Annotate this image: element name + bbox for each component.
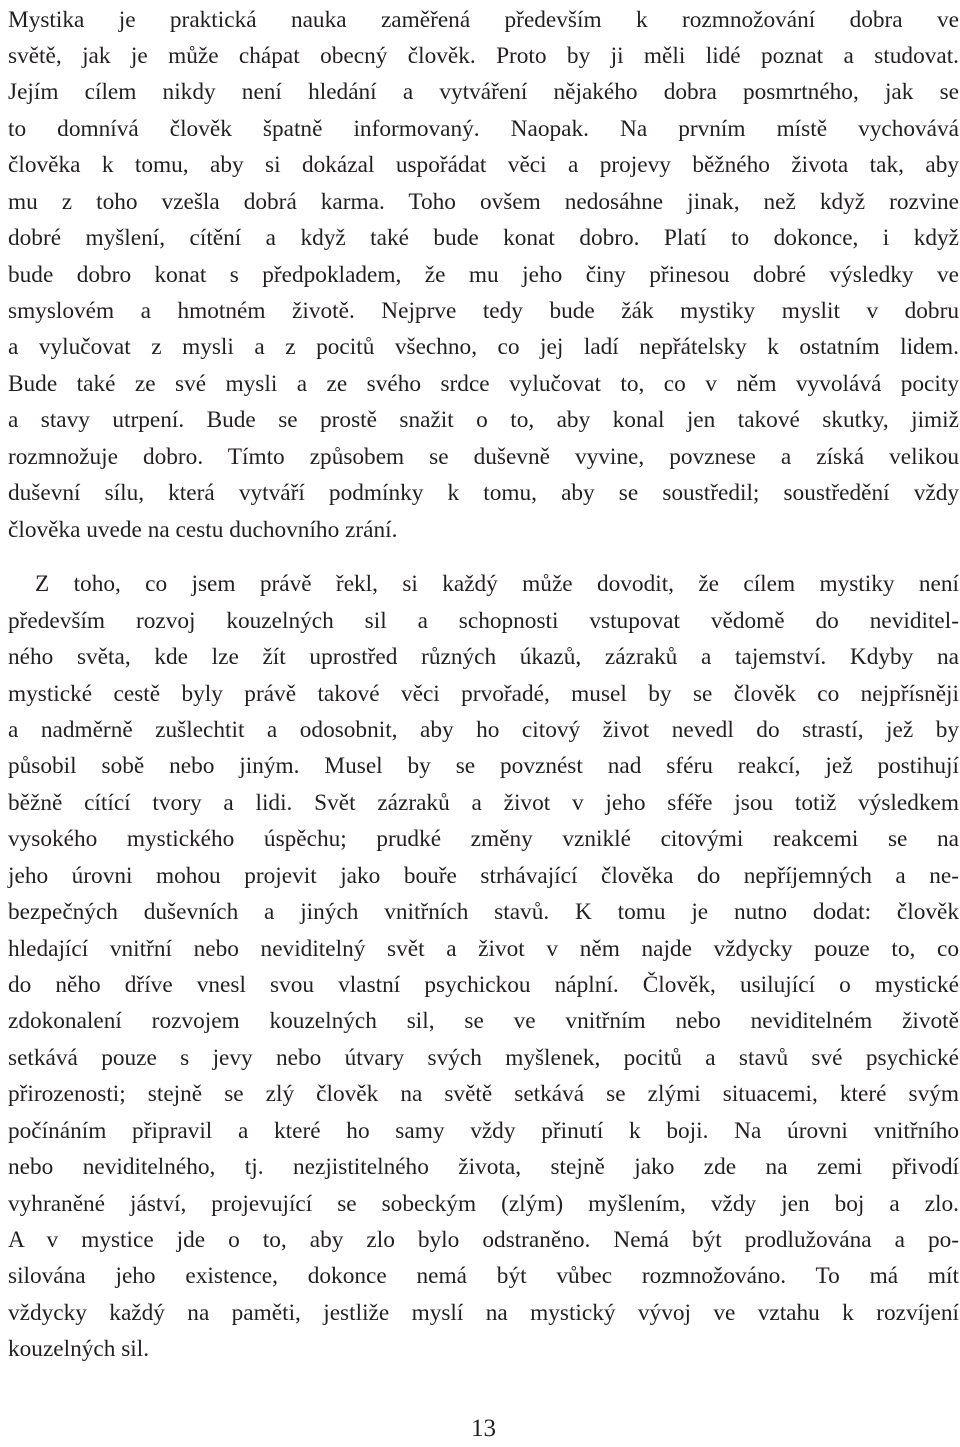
page-number: 13 [471, 1415, 496, 1442]
paragraph-2-line: silována jeho existence, dokonce nemá být vůbec rozmnožováno. To má mít [8, 1263, 959, 1289]
paragraph-1-line: bude dobro konat s předpokladem, že mu jeho činy přinesou dobré výsledky ve [8, 262, 959, 288]
paragraph-2-line: působil sobě nebo jiným. Musel by se povznést nad sféru reakcí, jež postihují [8, 753, 959, 779]
paragraph-2-line: vysokého mystického úspěchu; prudké změny vzniklé citovými reakcemi se na [8, 826, 959, 852]
paragraph-2-line: kouzelných sil. [8, 1336, 150, 1362]
paragraph-1-line: mu z toho vzešla dobrá karma. Toho ovšem nedosáhne jinak, než když rozvine [8, 189, 959, 215]
paragraph-2-line: především rozvoj kouzelných sil a schopnosti vstupovat vědomě do neviditel- [8, 608, 959, 634]
paragraph-2-line: přirozenosti; stejně se zlý člověk na světě setkává se zlými situacemi, které svým [8, 1081, 959, 1107]
paragraph-1-line: a stavy utrpení. Bude se prostě snažit o to, aby konal jen takové skutky, jimiž [8, 407, 959, 433]
book-page [8, 0, 959, 1445]
paragraph-1-line: rozmnožuje dobro. Tímto způsobem se duševně vyvine, povznese a získá velikou [8, 444, 959, 470]
paragraph-1-line: a vylučovat z mysli a z pocitů všechno, co jej ladí nepřátelsky k ostatním lidem. [8, 334, 959, 360]
paragraph-1-line: dobré myšlení, cítění a když také bude konat dobro. Platí to dokonce, i když [8, 225, 959, 251]
paragraph-1-line: člověka k tomu, aby si dokázal uspořádat věci a projevy běžného života tak, aby [8, 152, 959, 178]
paragraph-2-line: setkává pouze s jevy nebo útvary svých myšlenek, pocitů a stavů své psychické [8, 1045, 959, 1071]
paragraph-2-line: jeho úrovni mohou projevit jako bouře strhávající člověka do nepříjemných a ne- [8, 863, 959, 889]
paragraph-2-line: běžně cítící tvory a lidi. Svět zázraků a život v jeho sféře jsou totiž výsledkem [8, 790, 959, 816]
paragraph-1-line: Bude také ze své mysli a ze svého srdce vylučovat to, co v něm vyvolává pocity [8, 371, 959, 397]
paragraph-1-line: smyslovém a hmotném životě. Nejprve tedy bude žák mystiky myslit v dobru [8, 298, 959, 324]
paragraph-1-line: to domnívá člověk špatně informovaný. Naopak. Na prvním místě vychovává [8, 116, 959, 142]
paragraph-2-line: ného světa, kde lze žít uprostřed různých úkazů, zázraků a tajemství. Kdyby na [8, 644, 959, 670]
paragraph-2-line: vždycky každý na paměti, jestliže myslí na mystický vývoj ve vztahu k rozvíjení [8, 1300, 959, 1326]
paragraph-2-line: počínáním připravil a které ho samy vždy přinutí k boji. Na úrovni vnitřního [8, 1118, 959, 1144]
paragraph-2-line: hledající vnitřní nebo neviditelný svět a život v něm najde vždycky pouze to, co [8, 936, 959, 962]
paragraph-1-line: světě, jak je může chápat obecný člověk. Proto by ji měli lidé poznat a studovat. [8, 43, 959, 69]
paragraph-1-line: člověka uvede na cestu duchovního zrání. [8, 517, 398, 543]
paragraph-1-line: duševní sílu, která vytváří podmínky k tomu, aby se soustředil; soustředění vždy [8, 480, 959, 506]
paragraph-1-line: Jejím cílem nikdy není hledání a vytváření nějakého dobra posmrtného, jak se [8, 79, 959, 105]
paragraph-2-line: a nadměrně zušlechtit a odosobnit, aby ho citový život nevedl do strastí, jež by [8, 717, 959, 743]
paragraph-2-line: vyhraněné jáství, projevující se sobeckým (zlým) myšlením, vždy jen boj a zlo. [8, 1191, 959, 1217]
paragraph-2-line: mystické cestě byly právě takové věci prvořadé, musel by se člověk co nejpřísněji [8, 681, 959, 707]
paragraph-2-line: do něho dříve vnesl svou vlastní psychickou náplní. Člověk, usilující o mystické [8, 972, 959, 998]
paragraph-2-line: nebo neviditelného, tj. nezjistitelného života, stejně jako zde na zemi přivodí [8, 1154, 959, 1180]
paragraph-1-line: Mystika je praktická nauka zaměřená především k rozmnožování dobra ve [8, 7, 959, 33]
paragraph-2-line: zdokonalení rozvojem kouzelných sil, se ve vnitřním nebo neviditelném životě [8, 1008, 959, 1034]
paragraph-2-line: Z toho, co jsem právě řekl, si každý může dovodit, že cílem mystiky není [35, 571, 959, 597]
paragraph-2-line: bezpečných duševních a jiných vnitřních stavů. K tomu je nutno dodat: člověk [8, 899, 959, 925]
paragraph-2-line: A v mystice jde o to, aby zlo bylo odstraněno. Nemá být prodlužována a po- [8, 1227, 959, 1253]
